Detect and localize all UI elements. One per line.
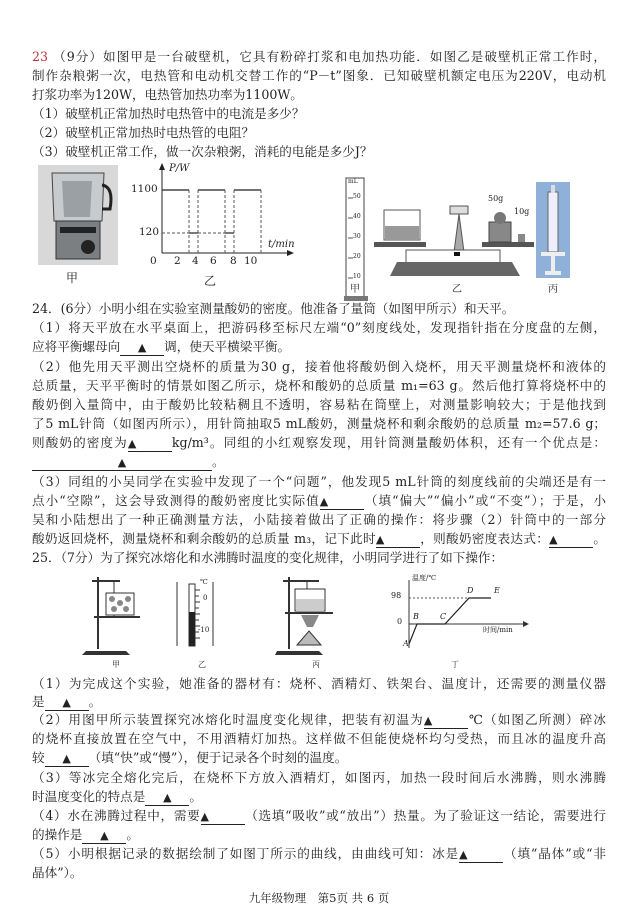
fig-label: 甲 <box>66 271 79 285</box>
answer-blank[interactable]: ▲ <box>128 436 172 452</box>
q24-line: ▲ 。 <box>32 453 225 471</box>
cylinder-tick: 40 <box>353 213 361 220</box>
fig-label: 乙 <box>204 274 217 288</box>
power-line <box>162 190 261 233</box>
x-tick: 10 <box>244 255 258 267</box>
answer-blank[interactable]: ▲ <box>45 751 89 767</box>
page-footer: 九年级物理 第5页 共 6 页 <box>248 891 390 905</box>
y-axis-arrow <box>159 163 165 170</box>
syringe-image <box>536 182 570 278</box>
fig-label: 乙 <box>198 660 206 669</box>
x-tick: 4 <box>192 255 199 267</box>
q23-subq-1: （1）破壁机正常加热时电热管中的电流是多少？ <box>32 106 305 121</box>
q24-line: （3）同组的小吴同学在实验中发现了一个“问题”，他发现5 mL针筒的刻度线前的尖端还是有一 <box>32 474 606 489</box>
point-label: D <box>467 586 474 595</box>
q24-line: （1）将天平放在水平桌面上，把游码移至标尺左端“0”刻度线处，发现指针指在分度盘的左侧， <box>32 320 606 335</box>
weight-label: 10g <box>514 207 530 216</box>
cylinder-tick: 30 <box>353 233 361 240</box>
fig-label: 丁 <box>451 660 459 669</box>
graph-y-tick: 0 <box>397 617 403 626</box>
q24-line: 总质量，天平平衡时的情景如图乙所示，烧杯和酸奶的总质量 m₁=63 g。然后他打算将烧杯中的 <box>32 378 606 393</box>
q24-line: 了5 mL针筒（如图丙所示），用针筒抽取5 mL酸奶，测量烧杯和剩余酸奶的总质量 m₂=57.6 g； <box>32 416 606 431</box>
point-label: E <box>494 586 500 595</box>
graph-y-label: 温度/℃ <box>412 574 437 582</box>
point-label: B <box>413 612 419 621</box>
q25-line: （4）水在沸腾过程中，需要▲ （选填“吸收”或“放出”）热量。为了验证这一结论，需要进行 <box>32 808 606 823</box>
q24-line: 24．(6分）小明小组在实验室测量酸奶的密度。他准备了量筒（如图甲所示）和天平。 <box>32 301 515 316</box>
thermometer-unit: ℃ <box>200 578 208 586</box>
answer-blank[interactable]: ▲ <box>320 494 364 510</box>
q25-line: 时温度变化的特点是 ▲ 。 <box>32 789 202 804</box>
answer-blank[interactable]: ▲ <box>549 532 593 548</box>
q23-line-1 <box>32 48 606 66</box>
answer-blank[interactable]: ▲ <box>376 532 420 548</box>
answer-blank[interactable]: ▲ <box>145 790 189 806</box>
answer-blank[interactable]: ▲ <box>459 847 503 863</box>
fig-label: 甲 <box>350 284 360 295</box>
graph-y-tick: 98 <box>391 591 402 600</box>
temperature-curve <box>409 598 491 644</box>
answer-blank[interactable]: ▲ <box>120 340 164 356</box>
answer-blank[interactable]: ▲ <box>424 713 468 729</box>
ice-melting-apparatus <box>80 575 160 657</box>
q23-subq-2: （2）破壁机正常加热时电热管的电阻？ <box>32 125 255 140</box>
q24-line: （2）他先用天平测出空烧杯的质量为30 g，接着他将酸奶倒入烧杯，用天平测量烧杯和液体的 <box>32 359 606 374</box>
q25-line: 较 ▲ （填“快”或“慢”），便于记录各个时刻的温度。 <box>32 750 348 765</box>
cylinder-tick: 20 <box>353 253 361 260</box>
thermometer-tick: -10 <box>198 626 210 634</box>
x-tick: 2 <box>174 255 181 267</box>
q25-line: （3）等冰完全熔化完后，在烧杯下方放入酒精灯，如图丙，加热一段时间后水沸腾，则水沸腾 <box>32 770 606 785</box>
q25-line: （2）用图甲所示装置探究冰熔化时温度变化规律，把装有初温为▲ ℃（如图乙所测）碎冰 <box>32 712 606 727</box>
x-tick: 6 <box>210 255 217 267</box>
fig-label: 丙 <box>312 660 320 669</box>
answer-blank[interactable]: ▲ <box>82 828 126 844</box>
answer-blank[interactable]: ▲ <box>32 455 212 471</box>
boiling-apparatus <box>275 575 355 657</box>
y-axis-label: P/W <box>169 163 190 174</box>
x-tick: 0 <box>150 255 157 267</box>
q23-text: （9分）如图甲是一台破壁机，它具有粉碎打浆和电加热功能．如图乙是破壁机正常工作时， <box>53 49 606 64</box>
point-label: C <box>440 612 447 621</box>
q24-line: 酸奶倒入量筒中，由于酸奶比较粘稠且不透明，容易粘在筒壁上，对测量影响较大；于是他找到 <box>32 397 606 412</box>
weight-label: 50g <box>488 194 504 203</box>
fig-label: 丙 <box>548 284 558 295</box>
q24-line: 吴和小陆想出了一种正确测量方法，小陆接着做出了正确的操作：将步骤（2）针筒中的一部分 <box>32 512 606 527</box>
thermometer <box>175 580 215 652</box>
q23-line: 打浆功率为120W，电热管加热功率为1100W。 <box>32 87 303 102</box>
answer-blank[interactable]: ▲ <box>45 695 89 711</box>
thermometer-tick: 0 <box>203 594 208 602</box>
q24-line: 应将平衡螺母向 ▲ 调，使天平横梁平衡。 <box>32 339 291 354</box>
y-tick: 1100 <box>131 183 158 195</box>
q24-line: 点小“空隙”，这会导致测得的酸奶密度比实际值▲ （填“偏大”“偏小”或“不变”）；于是，小 <box>32 493 606 508</box>
q25-line: 是 ▲ 。 <box>32 694 102 709</box>
q25-line: 25．（7分）为了探究冰熔化和水沸腾时温度的变化规律，小明同学进行了如下操作： <box>32 550 504 565</box>
q24-line: 酸奶返回烧杯，测量烧杯和剩余酸奶的总质量 m₃，记下此时▲ ，则酸奶密度表达式：▲ 。 <box>32 531 607 546</box>
fig-label: 乙 <box>452 284 462 295</box>
point-label: A <box>403 639 409 648</box>
q25-line: （5）小明根据记录的数据绘制了如图丁所示的曲线，由曲线可知：冰是▲ （填“晶体”或“非 <box>32 846 606 861</box>
fig-label: 甲 <box>112 660 120 669</box>
cylinder-tick: 10 <box>353 273 361 280</box>
x-axis-label: t/min <box>268 239 295 250</box>
question-number: 23 <box>32 49 49 64</box>
answer-blank[interactable]: ▲ <box>201 809 245 825</box>
q25-line: 晶体”）。 <box>32 865 83 880</box>
blender-image <box>38 165 118 265</box>
q24-line: 则酸奶的密度为▲ kg/m³。同组的小红观察发现，用针筒测量酸奶体积，还有一个优点是： <box>32 435 606 450</box>
q25-line: 的操作是 ▲ 。 <box>32 827 139 842</box>
graph-x-label: 时间/min <box>483 626 513 634</box>
q23-subq-3: （3）破壁机正常工作，做一次杂粮粥，消耗的电能是多少J？ <box>32 144 373 159</box>
q25-line: 的烧杯直接放置在空气中，不用酒精灯加热。这样做不但能使烧杯均匀受热，而且冰的温度升高 <box>32 731 606 746</box>
cylinder-unit: mL <box>348 178 358 185</box>
x-tick: 8 <box>230 255 237 267</box>
y-tick: 120 <box>139 226 160 238</box>
q25-line: （1）为完成这个实验，她准备的器材有：烧杯、酒精灯、铁架台、温度计，还需要的测量仪器 <box>32 676 606 691</box>
cylinder-tick: 50 <box>353 193 361 200</box>
q23-line: 制作杂粮粥一次，电热管和电动机交替工作的“P－t”图象．已知破壁机额定电压为220V，电动机 <box>32 68 606 83</box>
x-axis-arrow <box>287 250 294 256</box>
balance-scale <box>372 196 537 278</box>
